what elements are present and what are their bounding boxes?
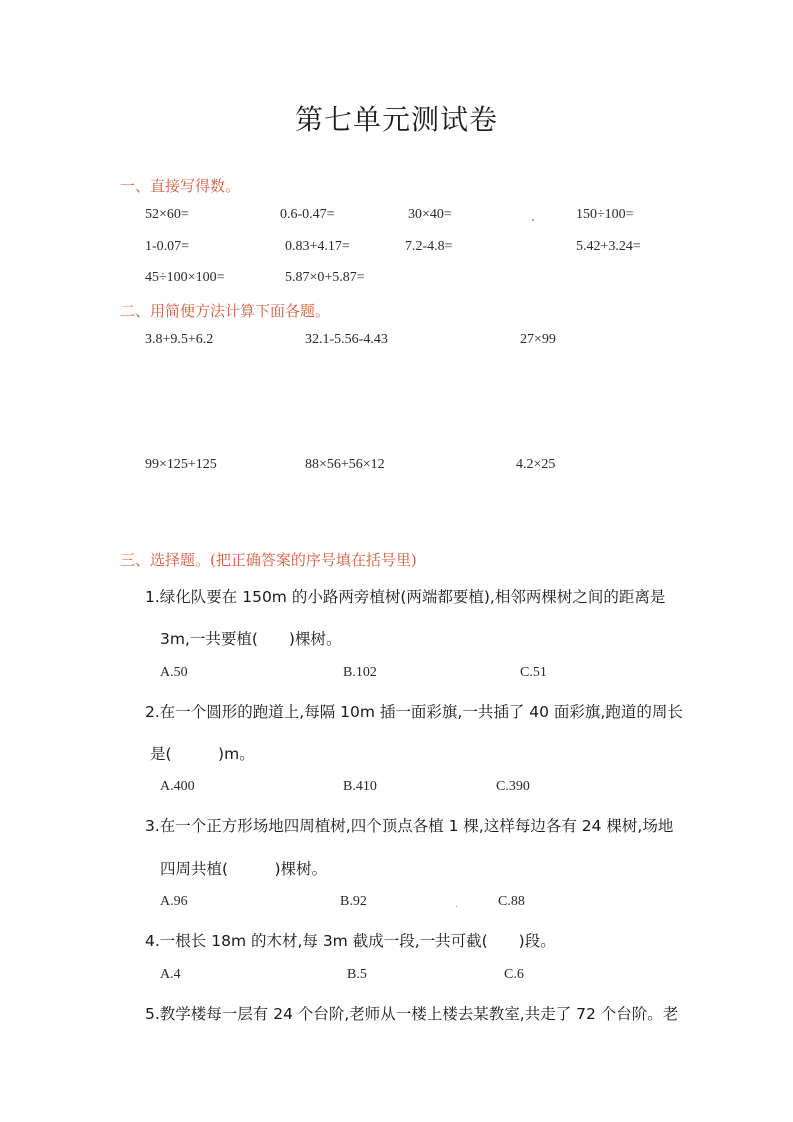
calc-item: 32.1-5.56-4.43 <box>305 332 388 347</box>
calc-item: 30×40= <box>408 207 452 222</box>
calc-item: 7.2-4.8= <box>405 239 453 254</box>
calc-item: 5.42+3.24= <box>576 239 641 254</box>
calc-item: 52×60= <box>145 207 189 222</box>
calc-item: 150÷100= <box>576 207 634 222</box>
section-3-heading: 三、选择题。(把正确答案的序号填在括号里) <box>120 551 417 569</box>
section-2-heading: 二、用简便方法计算下面各题。 <box>120 302 331 320</box>
question-1-line-1: 1.绿化队要在 150m 的小路两旁植树(两端都要植),相邻两棵树之间的距离是 <box>145 588 666 606</box>
question-1-option-b: B.102 <box>343 665 377 680</box>
calc-item: 27×99 <box>520 332 556 347</box>
question-4-line-1: 4.一根长 18m 的木材,每 3m 截成一段,一共可截( )段。 <box>145 932 556 950</box>
calc-item: 99×125+125 <box>145 457 217 472</box>
question-1-line-2: 3m,一共要植( )棵树。 <box>160 630 342 648</box>
stray-dot <box>456 906 457 907</box>
question-4-option-b: B.5 <box>347 967 367 982</box>
question-1-option-c: C.51 <box>520 665 547 680</box>
calc-item: 0.83+4.17= <box>285 239 350 254</box>
question-2-line-2: 是( )m。 <box>150 745 255 763</box>
calc-item: 1-0.07= <box>145 239 190 254</box>
question-2-line-1: 2.在一个圆形的跑道上,每隔 10m 插一面彩旗,一共插了 40 面彩旗,跑道的周长 <box>145 703 683 721</box>
question-2-option-c: C.390 <box>496 779 530 794</box>
stray-dot <box>532 219 534 221</box>
question-5-line-1: 5.教学楼每一层有 24 个台阶,老师从一楼上楼去某教室,共走了 72 个台阶。老 <box>145 1005 679 1023</box>
calc-item: 88×56+56×12 <box>305 457 385 472</box>
question-2-option-a: A.400 <box>160 779 195 794</box>
calc-item: 0.6-0.47= <box>280 207 335 222</box>
calc-item: 5.87×0+5.87= <box>285 270 365 285</box>
question-3-line-2: 四周共植( )棵树。 <box>160 860 328 878</box>
calc-item: 4.2×25 <box>516 457 556 472</box>
question-1-option-a: A.50 <box>160 665 188 680</box>
question-3-option-c: C.88 <box>498 894 525 909</box>
section-1-heading: 一、直接写得数。 <box>120 177 241 195</box>
question-3-line-1: 3.在一个正方形场地四周植树,四个顶点各植 1 棵,这样每边各有 24 棵树,场地 <box>145 817 674 835</box>
question-2-option-b: B.410 <box>343 779 377 794</box>
calc-item: 3.8+9.5+6.2 <box>145 332 214 347</box>
page-title: 第七单元测试卷 <box>294 103 498 136</box>
calc-item: 45÷100×100= <box>145 270 225 285</box>
question-3-option-b: B.92 <box>340 894 367 909</box>
question-4-option-a: A.4 <box>160 967 181 982</box>
question-3-option-a: A.96 <box>160 894 188 909</box>
question-4-option-c: C.6 <box>504 967 524 982</box>
